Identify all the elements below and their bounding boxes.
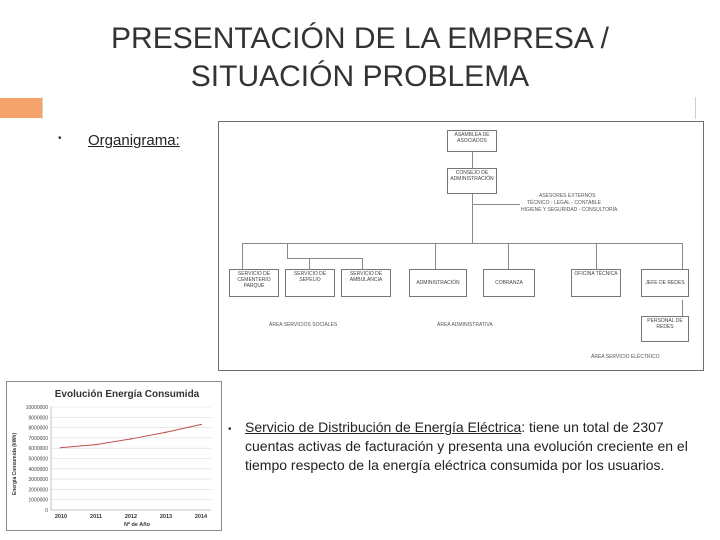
org-box-cobranza: COBRANZA	[483, 269, 535, 297]
org-line	[472, 194, 473, 244]
chart-xtick-label: 2014	[194, 514, 208, 520]
org-note-asesores-3: HIGIENE Y SEGURIDAD - CONSULTORÍA	[521, 207, 618, 213]
chart-plot-area	[26, 405, 211, 520]
organigrama-label-text: Organigrama	[88, 132, 176, 149]
chart-xtick-label: 2012	[124, 514, 138, 520]
chart-ytick-label: 0	[45, 508, 48, 514]
chart-xtick-label: 2013	[159, 514, 173, 520]
chart-title: Evolución Energía Consumida	[54, 389, 200, 400]
org-line	[435, 243, 436, 269]
organigrama-colon: :	[175, 132, 180, 149]
energy-chart	[6, 381, 222, 531]
chart-ytick-label: 3000000	[28, 477, 48, 484]
org-line	[596, 243, 597, 269]
org-line	[362, 258, 363, 269]
chart-data-point	[130, 438, 132, 440]
org-line	[287, 258, 363, 259]
org-line	[472, 204, 520, 205]
org-note-area-electrico: ÁREA SERVICIO ELÉCTRICO	[591, 354, 660, 360]
chart-data-point	[165, 431, 167, 433]
chart-ytick-label: 4000000	[28, 466, 48, 473]
org-line	[309, 258, 310, 269]
org-line	[287, 243, 288, 258]
chart-data-point	[95, 444, 97, 446]
chart-ytick-label: 1000000	[28, 497, 48, 504]
org-line	[682, 300, 683, 316]
slide-title-line1: PRESENTACIÓN DE LA EMPRESA /	[111, 22, 609, 55]
bullet-icon: •	[58, 133, 62, 144]
org-box-oficina-tecnica: OFICINA TÉCNICA	[571, 269, 621, 297]
energy-chart-svg	[7, 382, 221, 530]
slide-title-line2: SITUACIÓN PROBLEMA	[190, 60, 530, 93]
org-box-jefe-redes: JEFE DE REDES	[641, 269, 689, 297]
chart-ylabel: Energía Consumida (kWh)	[12, 432, 18, 496]
chart-ytick-label: 2000000	[28, 487, 48, 494]
org-box-administracion: ADMINISTRACIÓN	[409, 269, 467, 297]
chart-ytick-label: 6000000	[28, 446, 48, 453]
chart-ytick-label: 10000000	[25, 405, 48, 411]
org-note-asesores-2: TÉCNICO - LEGAL - CONTABLE	[527, 200, 601, 206]
chart-data-point	[200, 424, 202, 426]
chart-xtick-label: 2011	[90, 514, 102, 520]
org-line	[472, 152, 473, 168]
description-term: Servicio de Distribución de Energía Eléctrica	[245, 419, 522, 435]
org-note-area-administrativa: ÁREA ADMINISTRATIVA	[437, 322, 493, 328]
chart-ytick-label: 9000000	[28, 415, 48, 422]
slide-title	[60, 20, 660, 96]
organigrama-label	[88, 132, 180, 149]
description-paragraph	[245, 418, 713, 475]
org-box-consejo: CONSEJO DE ADMINISTRACIÓN	[447, 168, 497, 194]
title-accent-bar	[0, 98, 42, 118]
chart-ytick-label: 7000000	[28, 435, 48, 442]
org-chart-image	[218, 121, 704, 371]
description-text: : tiene un total de 2307 cuentas activas de facturación y presenta una evolución creciente en el tiempo respecto de la energía eléctrica consumida por los usuarios.	[245, 419, 688, 473]
org-line	[682, 243, 683, 269]
org-box-sepelio: SERVICIO DE SEPELIO	[285, 269, 335, 297]
org-note-area-sociales: ÁREA SERVICIOS SOCIALES	[269, 322, 338, 328]
chart-ytick-label: 5000000	[28, 456, 48, 463]
org-box-ambulancia: SERVICIO DE AMBULANCIA	[341, 269, 391, 297]
org-line	[508, 243, 509, 269]
org-line	[242, 243, 682, 244]
chart-xlabel: Nº de Año	[124, 522, 150, 528]
chart-series-line	[61, 425, 201, 448]
bullet-icon: •	[228, 424, 232, 435]
org-box-cementerio: SERVICIO DE CEMENTERIO PARQUE	[229, 269, 279, 297]
title-rule	[42, 97, 696, 119]
org-box-asamblea: ASAMBLEA DE ASOCIADOS	[447, 130, 497, 152]
org-box-personal-redes: PERSONAL DE REDES	[641, 316, 689, 342]
chart-data-point	[60, 447, 62, 449]
org-line	[242, 243, 243, 269]
org-note-asesores-1: ASESORES EXTERNOS	[539, 193, 596, 199]
chart-ytick-label: 8000000	[28, 425, 48, 432]
chart-xtick-label: 2010	[54, 514, 68, 520]
